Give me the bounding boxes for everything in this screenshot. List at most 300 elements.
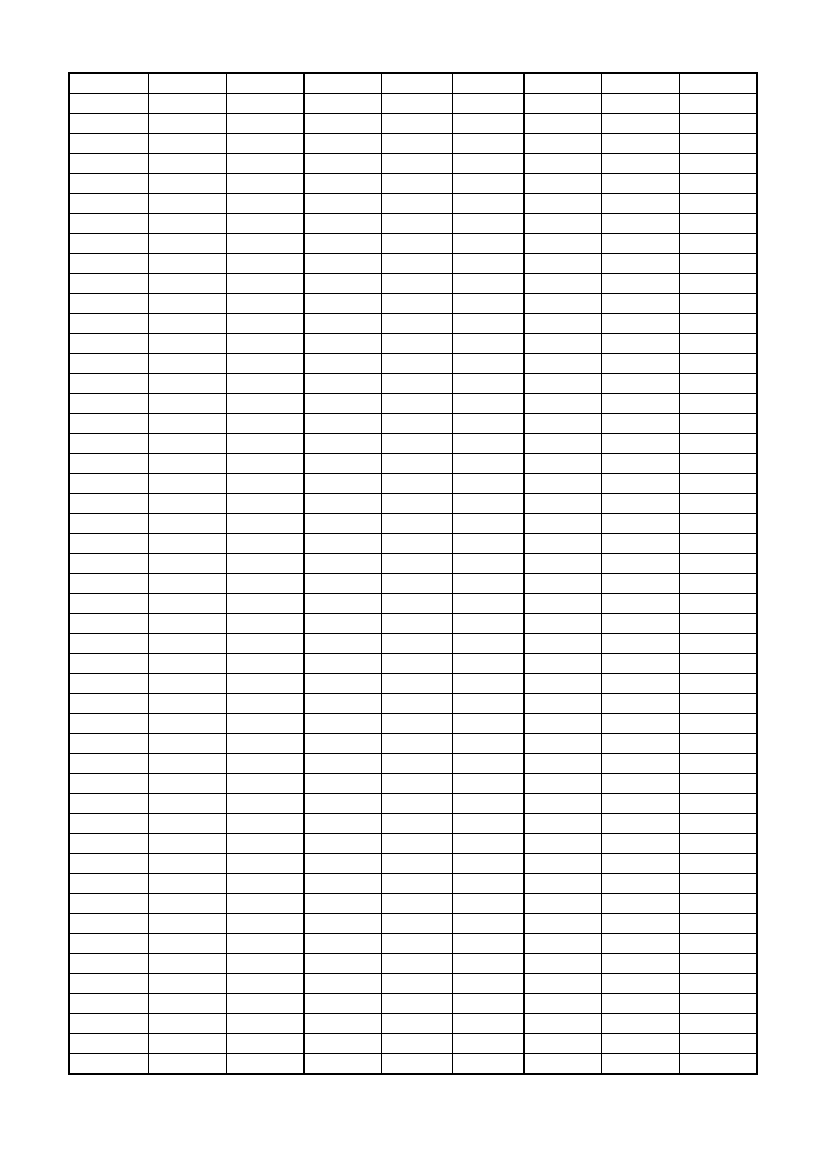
- table-cell[interactable]: [226, 414, 304, 434]
- table-cell[interactable]: [381, 634, 452, 654]
- table-cell[interactable]: [453, 934, 524, 954]
- table-cell[interactable]: [226, 874, 304, 894]
- table-cell[interactable]: [524, 494, 602, 514]
- table-cell[interactable]: [226, 834, 304, 854]
- table-cell[interactable]: [226, 674, 304, 694]
- table-cell[interactable]: [524, 834, 602, 854]
- table-cell[interactable]: [453, 1034, 524, 1054]
- table-cell[interactable]: [524, 934, 602, 954]
- table-cell[interactable]: [679, 954, 757, 974]
- table-cell[interactable]: [524, 534, 602, 554]
- table-cell[interactable]: [453, 794, 524, 814]
- table-cell[interactable]: [679, 414, 757, 434]
- table-cell[interactable]: [304, 954, 382, 974]
- table-cell[interactable]: [69, 834, 149, 854]
- table-cell[interactable]: [679, 534, 757, 554]
- table-cell[interactable]: [149, 594, 227, 614]
- table-cell[interactable]: [149, 354, 227, 374]
- table-cell[interactable]: [381, 574, 452, 594]
- table-cell[interactable]: [602, 294, 680, 314]
- table-cell[interactable]: [69, 774, 149, 794]
- table-cell[interactable]: [453, 614, 524, 634]
- table-cell[interactable]: [524, 73, 602, 94]
- table-cell[interactable]: [69, 174, 149, 194]
- table-cell[interactable]: [381, 694, 452, 714]
- table-cell[interactable]: [381, 474, 452, 494]
- table-cell[interactable]: [304, 974, 382, 994]
- table-cell[interactable]: [226, 574, 304, 594]
- table-cell[interactable]: [69, 234, 149, 254]
- table-cell[interactable]: [602, 1014, 680, 1034]
- table-cell[interactable]: [304, 114, 382, 134]
- table-cell[interactable]: [226, 754, 304, 774]
- table-cell[interactable]: [602, 334, 680, 354]
- table-cell[interactable]: [149, 214, 227, 234]
- table-cell[interactable]: [149, 494, 227, 514]
- table-cell[interactable]: [453, 334, 524, 354]
- table-cell[interactable]: [69, 274, 149, 294]
- table-cell[interactable]: [524, 674, 602, 694]
- table-cell[interactable]: [69, 994, 149, 1014]
- table-cell[interactable]: [69, 794, 149, 814]
- table-cell[interactable]: [381, 794, 452, 814]
- table-cell[interactable]: [149, 754, 227, 774]
- table-cell[interactable]: [679, 1034, 757, 1054]
- table-cell[interactable]: [381, 234, 452, 254]
- table-cell[interactable]: [381, 1014, 452, 1034]
- table-cell[interactable]: [453, 694, 524, 714]
- table-cell[interactable]: [69, 134, 149, 154]
- table-cell[interactable]: [524, 214, 602, 234]
- table-cell[interactable]: [679, 574, 757, 594]
- table-cell[interactable]: [524, 134, 602, 154]
- table-cell[interactable]: [226, 934, 304, 954]
- table-cell[interactable]: [381, 834, 452, 854]
- table-cell[interactable]: [69, 194, 149, 214]
- table-cell[interactable]: [381, 154, 452, 174]
- table-cell[interactable]: [453, 494, 524, 514]
- table-cell[interactable]: [149, 654, 227, 674]
- table-cell[interactable]: [69, 214, 149, 234]
- table-cell[interactable]: [226, 174, 304, 194]
- table-cell[interactable]: [679, 874, 757, 894]
- table-cell[interactable]: [602, 734, 680, 754]
- table-cell[interactable]: [304, 314, 382, 334]
- table-cell[interactable]: [304, 494, 382, 514]
- table-cell[interactable]: [226, 814, 304, 834]
- table-cell[interactable]: [679, 714, 757, 734]
- table-cell[interactable]: [524, 654, 602, 674]
- table-cell[interactable]: [453, 134, 524, 154]
- table-cell[interactable]: [381, 414, 452, 434]
- table-cell[interactable]: [304, 814, 382, 834]
- table-cell[interactable]: [602, 574, 680, 594]
- table-cell[interactable]: [453, 754, 524, 774]
- table-cell[interactable]: [381, 334, 452, 354]
- table-cell[interactable]: [453, 734, 524, 754]
- table-cell[interactable]: [679, 674, 757, 694]
- table-cell[interactable]: [226, 974, 304, 994]
- table-cell[interactable]: [679, 654, 757, 674]
- table-cell[interactable]: [304, 294, 382, 314]
- table-cell[interactable]: [679, 774, 757, 794]
- table-cell[interactable]: [381, 314, 452, 334]
- table-cell[interactable]: [69, 73, 149, 94]
- table-cell[interactable]: [381, 814, 452, 834]
- table-cell[interactable]: [453, 294, 524, 314]
- table-cell[interactable]: [524, 94, 602, 114]
- table-cell[interactable]: [69, 454, 149, 474]
- table-cell[interactable]: [679, 494, 757, 514]
- table-cell[interactable]: [453, 654, 524, 674]
- table-cell[interactable]: [226, 494, 304, 514]
- table-cell[interactable]: [304, 254, 382, 274]
- table-cell[interactable]: [149, 174, 227, 194]
- table-cell[interactable]: [304, 374, 382, 394]
- table-cell[interactable]: [679, 314, 757, 334]
- table-cell[interactable]: [149, 874, 227, 894]
- table-cell[interactable]: [602, 474, 680, 494]
- table-cell[interactable]: [381, 434, 452, 454]
- table-cell[interactable]: [602, 154, 680, 174]
- table-cell[interactable]: [679, 94, 757, 114]
- table-cell[interactable]: [304, 574, 382, 594]
- table-cell[interactable]: [69, 314, 149, 334]
- table-cell[interactable]: [149, 274, 227, 294]
- table-cell[interactable]: [679, 294, 757, 314]
- table-cell[interactable]: [679, 934, 757, 954]
- table-cell[interactable]: [524, 254, 602, 274]
- table-cell[interactable]: [69, 614, 149, 634]
- table-cell[interactable]: [149, 954, 227, 974]
- table-cell[interactable]: [524, 474, 602, 494]
- table-cell[interactable]: [602, 254, 680, 274]
- table-cell[interactable]: [149, 614, 227, 634]
- table-cell[interactable]: [524, 794, 602, 814]
- table-cell[interactable]: [226, 614, 304, 634]
- table-cell[interactable]: [226, 694, 304, 714]
- table-cell[interactable]: [679, 1014, 757, 1034]
- table-cell[interactable]: [602, 514, 680, 534]
- table-cell[interactable]: [524, 374, 602, 394]
- table-cell[interactable]: [679, 234, 757, 254]
- table-cell[interactable]: [304, 734, 382, 754]
- table-cell[interactable]: [679, 694, 757, 714]
- table-cell[interactable]: [602, 654, 680, 674]
- table-cell[interactable]: [226, 434, 304, 454]
- table-cell[interactable]: [69, 914, 149, 934]
- table-cell[interactable]: [602, 594, 680, 614]
- table-cell[interactable]: [679, 174, 757, 194]
- table-cell[interactable]: [524, 554, 602, 574]
- table-cell[interactable]: [524, 1054, 602, 1075]
- table-cell[interactable]: [453, 894, 524, 914]
- table-cell[interactable]: [69, 634, 149, 654]
- table-cell[interactable]: [226, 294, 304, 314]
- table-cell[interactable]: [453, 94, 524, 114]
- table-cell[interactable]: [381, 134, 452, 154]
- table-cell[interactable]: [149, 194, 227, 214]
- table-cell[interactable]: [69, 334, 149, 354]
- table-cell[interactable]: [226, 1054, 304, 1075]
- table-cell[interactable]: [304, 234, 382, 254]
- table-cell[interactable]: [524, 634, 602, 654]
- table-cell[interactable]: [679, 134, 757, 154]
- table-cell[interactable]: [602, 354, 680, 374]
- table-cell[interactable]: [453, 114, 524, 134]
- table-cell[interactable]: [679, 754, 757, 774]
- table-cell[interactable]: [381, 914, 452, 934]
- table-cell[interactable]: [602, 994, 680, 1014]
- table-cell[interactable]: [69, 1054, 149, 1075]
- table-cell[interactable]: [304, 1034, 382, 1054]
- table-cell[interactable]: [381, 714, 452, 734]
- table-cell[interactable]: [149, 814, 227, 834]
- table-cell[interactable]: [453, 674, 524, 694]
- table-cell[interactable]: [149, 694, 227, 714]
- table-cell[interactable]: [69, 254, 149, 274]
- table-cell[interactable]: [453, 554, 524, 574]
- table-cell[interactable]: [453, 534, 524, 554]
- table-cell[interactable]: [226, 954, 304, 974]
- table-cell[interactable]: [453, 834, 524, 854]
- table-cell[interactable]: [381, 894, 452, 914]
- table-cell[interactable]: [304, 334, 382, 354]
- table-cell[interactable]: [602, 434, 680, 454]
- table-cell[interactable]: [381, 994, 452, 1014]
- table-cell[interactable]: [524, 774, 602, 794]
- table-cell[interactable]: [602, 854, 680, 874]
- table-cell[interactable]: [381, 674, 452, 694]
- table-cell[interactable]: [69, 694, 149, 714]
- table-cell[interactable]: [149, 474, 227, 494]
- table-cell[interactable]: [524, 334, 602, 354]
- table-cell[interactable]: [69, 414, 149, 434]
- table-cell[interactable]: [149, 834, 227, 854]
- table-cell[interactable]: [149, 1054, 227, 1075]
- table-cell[interactable]: [304, 854, 382, 874]
- table-cell[interactable]: [381, 854, 452, 874]
- table-cell[interactable]: [602, 234, 680, 254]
- table-cell[interactable]: [226, 634, 304, 654]
- table-cell[interactable]: [149, 1034, 227, 1054]
- table-cell[interactable]: [381, 774, 452, 794]
- table-cell[interactable]: [381, 454, 452, 474]
- table-cell[interactable]: [304, 1054, 382, 1075]
- table-cell[interactable]: [226, 914, 304, 934]
- table-cell[interactable]: [453, 1054, 524, 1075]
- table-cell[interactable]: [453, 394, 524, 414]
- table-cell[interactable]: [69, 94, 149, 114]
- table-cell[interactable]: [524, 454, 602, 474]
- table-cell[interactable]: [524, 854, 602, 874]
- table-cell[interactable]: [69, 594, 149, 614]
- table-cell[interactable]: [602, 674, 680, 694]
- table-cell[interactable]: [679, 814, 757, 834]
- table-cell[interactable]: [524, 694, 602, 714]
- table-cell[interactable]: [69, 934, 149, 954]
- table-cell[interactable]: [602, 894, 680, 914]
- table-cell[interactable]: [524, 914, 602, 934]
- table-cell[interactable]: [602, 454, 680, 474]
- table-cell[interactable]: [304, 534, 382, 554]
- table-cell[interactable]: [304, 914, 382, 934]
- table-cell[interactable]: [524, 894, 602, 914]
- table-cell[interactable]: [524, 994, 602, 1014]
- table-cell[interactable]: [149, 394, 227, 414]
- table-cell[interactable]: [226, 134, 304, 154]
- table-cell[interactable]: [679, 894, 757, 914]
- table-cell[interactable]: [453, 154, 524, 174]
- table-cell[interactable]: [69, 814, 149, 834]
- table-cell[interactable]: [304, 554, 382, 574]
- table-cell[interactable]: [679, 594, 757, 614]
- table-cell[interactable]: [149, 794, 227, 814]
- table-cell[interactable]: [679, 474, 757, 494]
- table-cell[interactable]: [69, 294, 149, 314]
- table-cell[interactable]: [226, 714, 304, 734]
- table-cell[interactable]: [524, 614, 602, 634]
- table-cell[interactable]: [453, 234, 524, 254]
- table-cell[interactable]: [149, 94, 227, 114]
- table-cell[interactable]: [149, 894, 227, 914]
- table-cell[interactable]: [69, 714, 149, 734]
- table-cell[interactable]: [679, 634, 757, 654]
- table-cell[interactable]: [149, 134, 227, 154]
- table-cell[interactable]: [524, 114, 602, 134]
- table-cell[interactable]: [149, 634, 227, 654]
- table-cell[interactable]: [381, 374, 452, 394]
- table-cell[interactable]: [453, 814, 524, 834]
- table-cell[interactable]: [304, 674, 382, 694]
- table-cell[interactable]: [453, 774, 524, 794]
- table-cell[interactable]: [602, 494, 680, 514]
- table-cell[interactable]: [524, 274, 602, 294]
- table-cell[interactable]: [304, 274, 382, 294]
- table-cell[interactable]: [524, 734, 602, 754]
- table-cell[interactable]: [381, 614, 452, 634]
- table-cell[interactable]: [524, 314, 602, 334]
- table-cell[interactable]: [524, 1014, 602, 1034]
- table-cell[interactable]: [602, 1054, 680, 1075]
- table-cell[interactable]: [453, 274, 524, 294]
- table-cell[interactable]: [149, 73, 227, 94]
- table-cell[interactable]: [381, 954, 452, 974]
- table-cell[interactable]: [381, 1054, 452, 1075]
- table-cell[interactable]: [304, 134, 382, 154]
- table-cell[interactable]: [226, 314, 304, 334]
- table-cell[interactable]: [602, 874, 680, 894]
- table-cell[interactable]: [679, 554, 757, 574]
- table-cell[interactable]: [453, 854, 524, 874]
- table-cell[interactable]: [226, 354, 304, 374]
- table-cell[interactable]: [226, 474, 304, 494]
- table-cell[interactable]: [149, 114, 227, 134]
- table-cell[interactable]: [524, 974, 602, 994]
- table-cell[interactable]: [453, 914, 524, 934]
- table-cell[interactable]: [226, 194, 304, 214]
- table-cell[interactable]: [69, 114, 149, 134]
- table-cell[interactable]: [602, 914, 680, 934]
- table-cell[interactable]: [226, 554, 304, 574]
- table-cell[interactable]: [602, 974, 680, 994]
- table-cell[interactable]: [453, 73, 524, 94]
- table-cell[interactable]: [453, 874, 524, 894]
- table-cell[interactable]: [69, 474, 149, 494]
- table-cell[interactable]: [602, 274, 680, 294]
- table-cell[interactable]: [602, 554, 680, 574]
- table-cell[interactable]: [226, 734, 304, 754]
- table-cell[interactable]: [524, 414, 602, 434]
- table-cell[interactable]: [149, 974, 227, 994]
- table-cell[interactable]: [381, 174, 452, 194]
- table-cell[interactable]: [679, 914, 757, 934]
- table-cell[interactable]: [304, 434, 382, 454]
- table-cell[interactable]: [304, 454, 382, 474]
- table-cell[interactable]: [679, 514, 757, 534]
- table-cell[interactable]: [149, 714, 227, 734]
- table-cell[interactable]: [69, 154, 149, 174]
- table-cell[interactable]: [453, 714, 524, 734]
- table-cell[interactable]: [381, 874, 452, 894]
- table-cell[interactable]: [149, 154, 227, 174]
- table-cell[interactable]: [149, 314, 227, 334]
- table-cell[interactable]: [524, 434, 602, 454]
- table-cell[interactable]: [453, 254, 524, 274]
- table-cell[interactable]: [304, 834, 382, 854]
- table-cell[interactable]: [149, 574, 227, 594]
- table-cell[interactable]: [381, 194, 452, 214]
- table-cell[interactable]: [602, 814, 680, 834]
- table-cell[interactable]: [304, 214, 382, 234]
- table-cell[interactable]: [679, 254, 757, 274]
- table-cell[interactable]: [679, 794, 757, 814]
- table-cell[interactable]: [602, 754, 680, 774]
- table-cell[interactable]: [381, 514, 452, 534]
- table-cell[interactable]: [602, 94, 680, 114]
- table-cell[interactable]: [524, 354, 602, 374]
- table-cell[interactable]: [453, 594, 524, 614]
- table-cell[interactable]: [226, 534, 304, 554]
- table-cell[interactable]: [524, 194, 602, 214]
- table-cell[interactable]: [524, 714, 602, 734]
- table-cell[interactable]: [304, 1014, 382, 1034]
- table-cell[interactable]: [679, 854, 757, 874]
- table-cell[interactable]: [304, 894, 382, 914]
- table-cell[interactable]: [679, 354, 757, 374]
- table-cell[interactable]: [304, 514, 382, 534]
- table-cell[interactable]: [149, 854, 227, 874]
- table-cell[interactable]: [602, 774, 680, 794]
- table-cell[interactable]: [524, 294, 602, 314]
- table-cell[interactable]: [679, 974, 757, 994]
- table-cell[interactable]: [602, 134, 680, 154]
- table-cell[interactable]: [226, 514, 304, 534]
- table-cell[interactable]: [69, 514, 149, 534]
- table-cell[interactable]: [226, 594, 304, 614]
- table-cell[interactable]: [69, 434, 149, 454]
- table-cell[interactable]: [69, 954, 149, 974]
- table-cell[interactable]: [226, 394, 304, 414]
- table-cell[interactable]: [602, 714, 680, 734]
- table-cell[interactable]: [69, 394, 149, 414]
- table-cell[interactable]: [304, 614, 382, 634]
- table-cell[interactable]: [453, 634, 524, 654]
- table-cell[interactable]: [226, 994, 304, 1014]
- table-cell[interactable]: [149, 1014, 227, 1034]
- table-cell[interactable]: [381, 214, 452, 234]
- table-cell[interactable]: [679, 734, 757, 754]
